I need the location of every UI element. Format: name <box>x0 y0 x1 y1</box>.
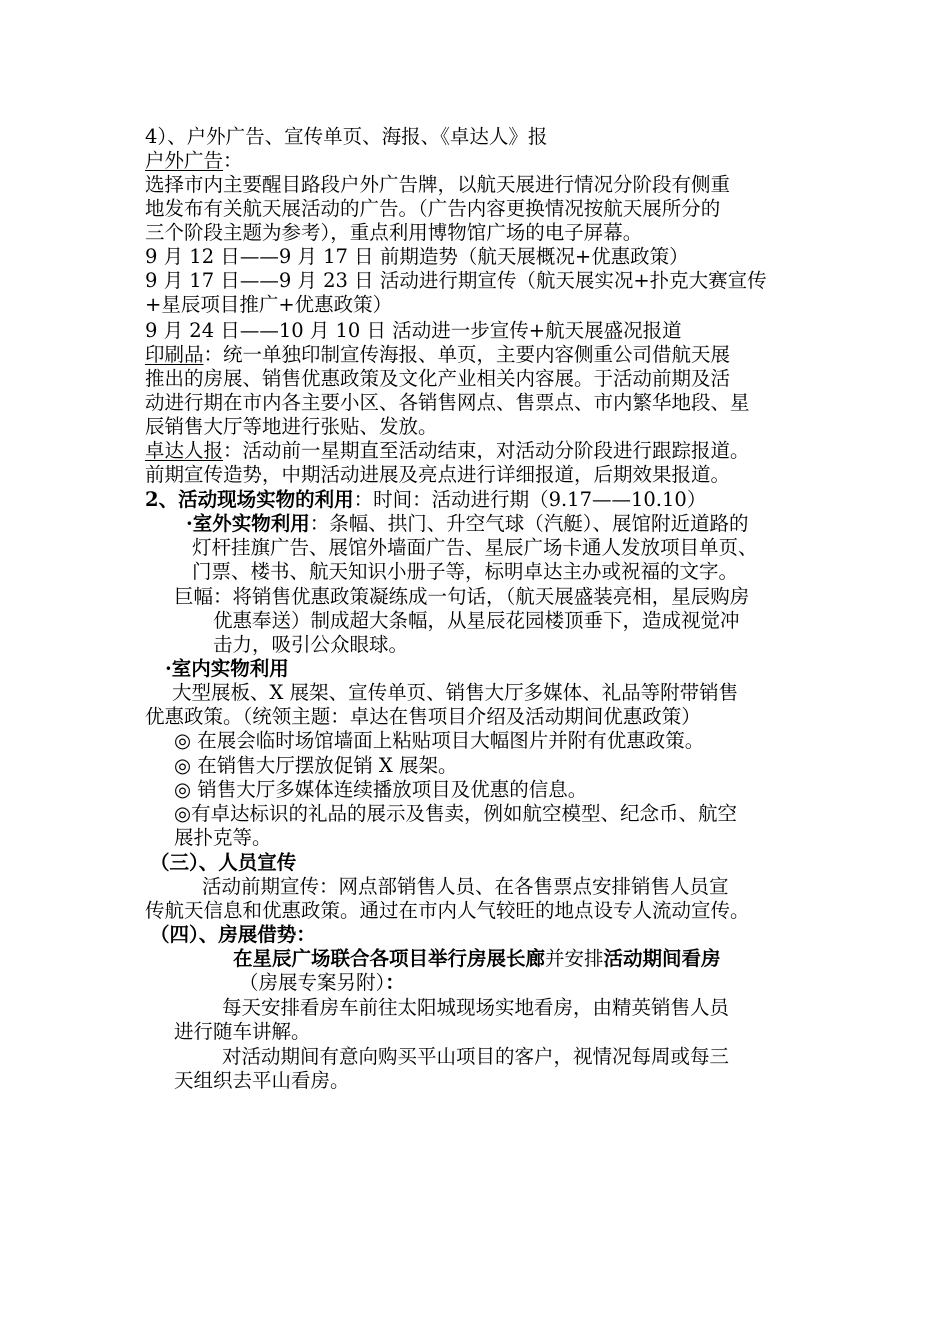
bullet-item: ◎ 在销售大厅摆放促销 X 展架。 <box>174 754 458 777</box>
paragraph-line: 优惠政策。（统领主题：卓达在售项目介绍及活动期间优惠政策） <box>145 705 701 728</box>
heading-outdoor-ads: 4）、户外广告、宣传单页、海报、《卓达人》报 <box>145 125 548 148</box>
paragraph-line: 地发布有关航天展活动的广告。（广告内容更换情况按航天展所分的 <box>145 197 721 220</box>
label-zhuoda-newspaper: 卓达人报：活动前一星期直至活动结束，对活动分阶段进行跟踪报道。 <box>145 439 750 462</box>
paragraph-line: 击力，吸引公众眼球。 <box>213 633 409 656</box>
paragraph-line: 优惠奉送）制成超大条幅，从星辰花园楼顶垂下，造成视觉冲 <box>213 609 740 632</box>
house-show-line: 在星辰广场联合各项目举行房展长廊并安排活动期间看房 <box>233 947 721 970</box>
paragraph-line: 对活动期间有意向购买平山项目的客户，视情况每周或每三 <box>222 1045 730 1068</box>
label-printed-matter: 印刷品：统一单独印制宣传海报、单页，主要内容侧重公司借航天展 <box>145 343 731 366</box>
paragraph-line: 灯杆挂旗广告、展馆外墙面广告、星辰广场卡通人发放项目单页、 <box>192 536 758 559</box>
outdoor-items-line: ·室外实物利用：条幅、拱门、升空气球（汽艇）、展馆附近道路的 <box>186 512 749 535</box>
paragraph-line: 活动前期宣传：网点部销售人员、在各售票点安排销售人员宣 <box>202 875 729 898</box>
banner-line: 巨幅：将销售优惠政策凝练成一句话，（航天展盛装亮相，星辰购房 <box>174 585 750 608</box>
paragraph-line: 传航天信息和优惠政策。通过在市内人气较旺的地点设专人流动宣传。 <box>145 899 750 922</box>
paragraph-line: 动进行期在市内各主要小区、各销售网点、售票点、市内繁华地段、星 <box>145 391 750 414</box>
section-heading-house-show: （四）、房展借势： <box>150 923 316 946</box>
paragraph-line: 天组织去平山看房。 <box>174 1069 350 1092</box>
paragraph-line: 大型展板、X 展架、宣传单页、销售大厅多媒体、礼品等附带销售 <box>172 681 739 704</box>
paragraph-line: 三个阶段主题为参考），重点利用博物馆广场的电子屏幕。 <box>145 221 643 244</box>
bullet-item: ◎ 销售大厅多媒体连续播放项目及优惠的信息。 <box>174 778 588 801</box>
schedule-line: 9 月 12 日——9 月 17 日 前期造势（航天展概况+优惠政策） <box>145 245 689 268</box>
paragraph-line: 前期宣传造势，中期活动进展及亮点进行详细报道，后期效果报道。 <box>145 463 731 486</box>
paragraph-line: 选择市内主要醒目路段户外广告牌，以航天展进行情况分阶段有侧重 <box>145 173 731 196</box>
bullet-item: ◎ 在展会临时场馆墙面上粘贴项目大幅图片并附有优惠政策。 <box>174 729 705 752</box>
paragraph-line: 辰销售大厅等地进行张贴、发放。 <box>145 415 438 438</box>
schedule-line: +星辰项目推广+优惠政策） <box>145 293 393 316</box>
paragraph-line: 每天安排看房车前往太阳城现场实地看房，由精英销售人员 <box>222 996 730 1019</box>
bullet-item: ◎有卓达标识的礼品的展示及售卖，例如航空模型、纪念币、航空 <box>174 802 738 825</box>
schedule-line: 9 月 17 日——9 月 23 日 活动进行期宣传（航天展实况+扑克大赛宣传 <box>145 269 767 292</box>
paragraph-line: 展扑克等。 <box>174 826 272 849</box>
paragraph-line: 门票、楼书、航天知识小册子等，标明卓达主办或祝福的文字。 <box>192 560 739 583</box>
section-heading-personnel: （三）、人员宣传 <box>150 851 297 874</box>
label-outdoor-ads: 户外广告： <box>145 149 243 172</box>
paragraph-line: 进行随车讲解。 <box>174 1020 311 1043</box>
section-heading: 2、活动现场实物的利用：时间：活动进行期（9.17——10.10） <box>145 488 707 511</box>
indoor-heading: ·室内实物利用 <box>165 657 289 680</box>
paragraph-line: 推出的房展、销售优惠政策及文化产业相关内容展。于活动前期及活 <box>145 367 731 390</box>
schedule-line: 9 月 24 日——10 月 10 日 活动进一步宣传+航天展盛况报道 <box>145 319 682 342</box>
paragraph-line: （房展专案另附）： <box>239 971 405 994</box>
